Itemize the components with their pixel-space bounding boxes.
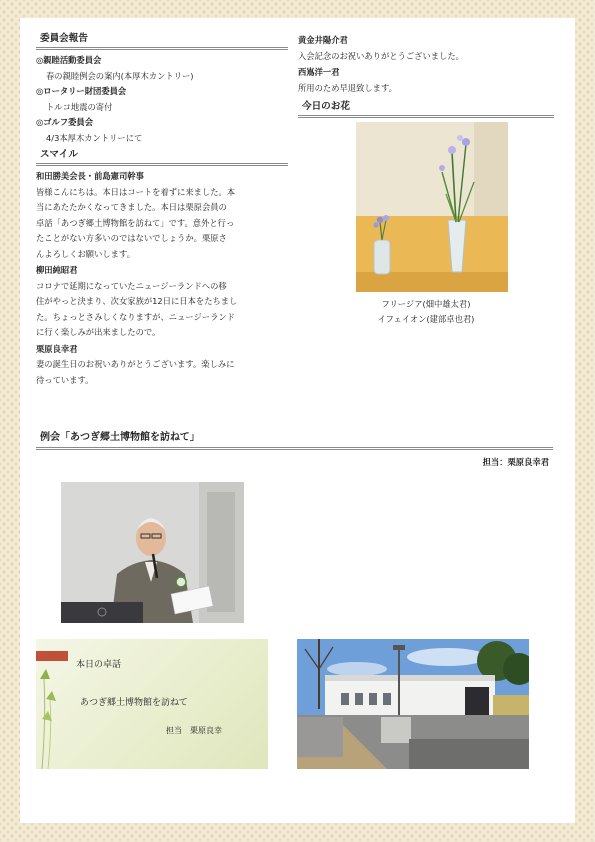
smile-entry-line: 待っています。 [36,374,94,385]
slide-title: 本日の卓話 [76,660,122,670]
smile-entry-line: 当にあたたかくなってきました。本日は栗原会員の [36,202,227,212]
smile-entry-line: コロナで延期になっていたニュージーランドへの移 [36,280,227,291]
committee-line: 春の親睦例会の案内(本厚木カントリー) [46,70,194,81]
flower-photo [356,122,508,292]
committee-line: 4/3本厚木カントリーにて [46,132,143,143]
flower-caption-1: フリージア(畑中雄太君) [381,299,471,309]
committee-line: トルコ地震の寄付 [46,101,113,112]
flower-title: 今日のお花 [298,100,554,118]
committee-line: ◎ゴルフ委員会 [36,117,94,127]
flower-photo-image [356,122,508,292]
newsletter-page [20,18,575,823]
flower-caption-2: イフェイオン(建部卓也君) [377,314,475,324]
smile-entry-line: 卓話「あつぎ郷土博物館を訪ねて」です。意外と行っ [36,217,235,228]
smile-entry-line: んよろしくお願いします。 [36,248,135,259]
right-column [298,32,554,327]
slide-subtitle: あつぎ郷土博物館を訪ねて [80,698,188,708]
smile-entry-line: 皆様こんにちは。本日はコートを着ずに来ました。本 [36,186,236,197]
smile-entry-name: 黄金井陽介君 [298,35,348,45]
speaker-photo [61,482,244,623]
committee-report-title: 委員会報告 [36,32,288,50]
smile-title: スマイル [36,148,288,166]
smile-entry-line: 妻の誕生日のお祝いありがとうございます。楽しみに [36,359,235,369]
committee-line: ◎親睦活動委員会 [36,55,102,65]
smile-entry-line: 住がやっと決まり、次女家族が12日に日本をたちまし [36,296,238,306]
committee-line: ◎ロータリー財団委員会 [36,86,127,96]
smile-entry-line: 入会記念のお祝いありがとうございました。 [298,50,464,61]
presentation-slide [36,639,268,769]
smile-entry-name: 和田勝美会長・前島憲司幹事 [36,171,144,181]
smile-entry-name: 柳田純昭君 [36,265,78,275]
left-column [36,32,288,388]
smile-entry-line: 所用のため早退致します。 [298,82,397,93]
smile-entry-line: に行く楽しみが出来ましたので。 [36,327,161,337]
meeting-charge: 担当：栗原良幸君 [482,457,549,467]
speaker-photo-image [61,482,244,623]
smile-entry-line: たことがない方多いのではないでしょうか。栗原さ [36,233,227,243]
museum-photo-image [297,639,529,769]
meeting-title: 例会「あつぎ郷土博物館を訪ねて」 [36,431,553,450]
smile-entry-line: た。ちょっとさみしくなりますが、ニュージーランド [36,311,235,322]
smile-entry-name: 栗原良幸君 [36,343,78,354]
museum-photo [297,639,529,769]
slide-presenter: 担当 栗原良幸 [166,726,222,735]
smile-entry-name: 西嶌洋一君 [298,67,340,77]
